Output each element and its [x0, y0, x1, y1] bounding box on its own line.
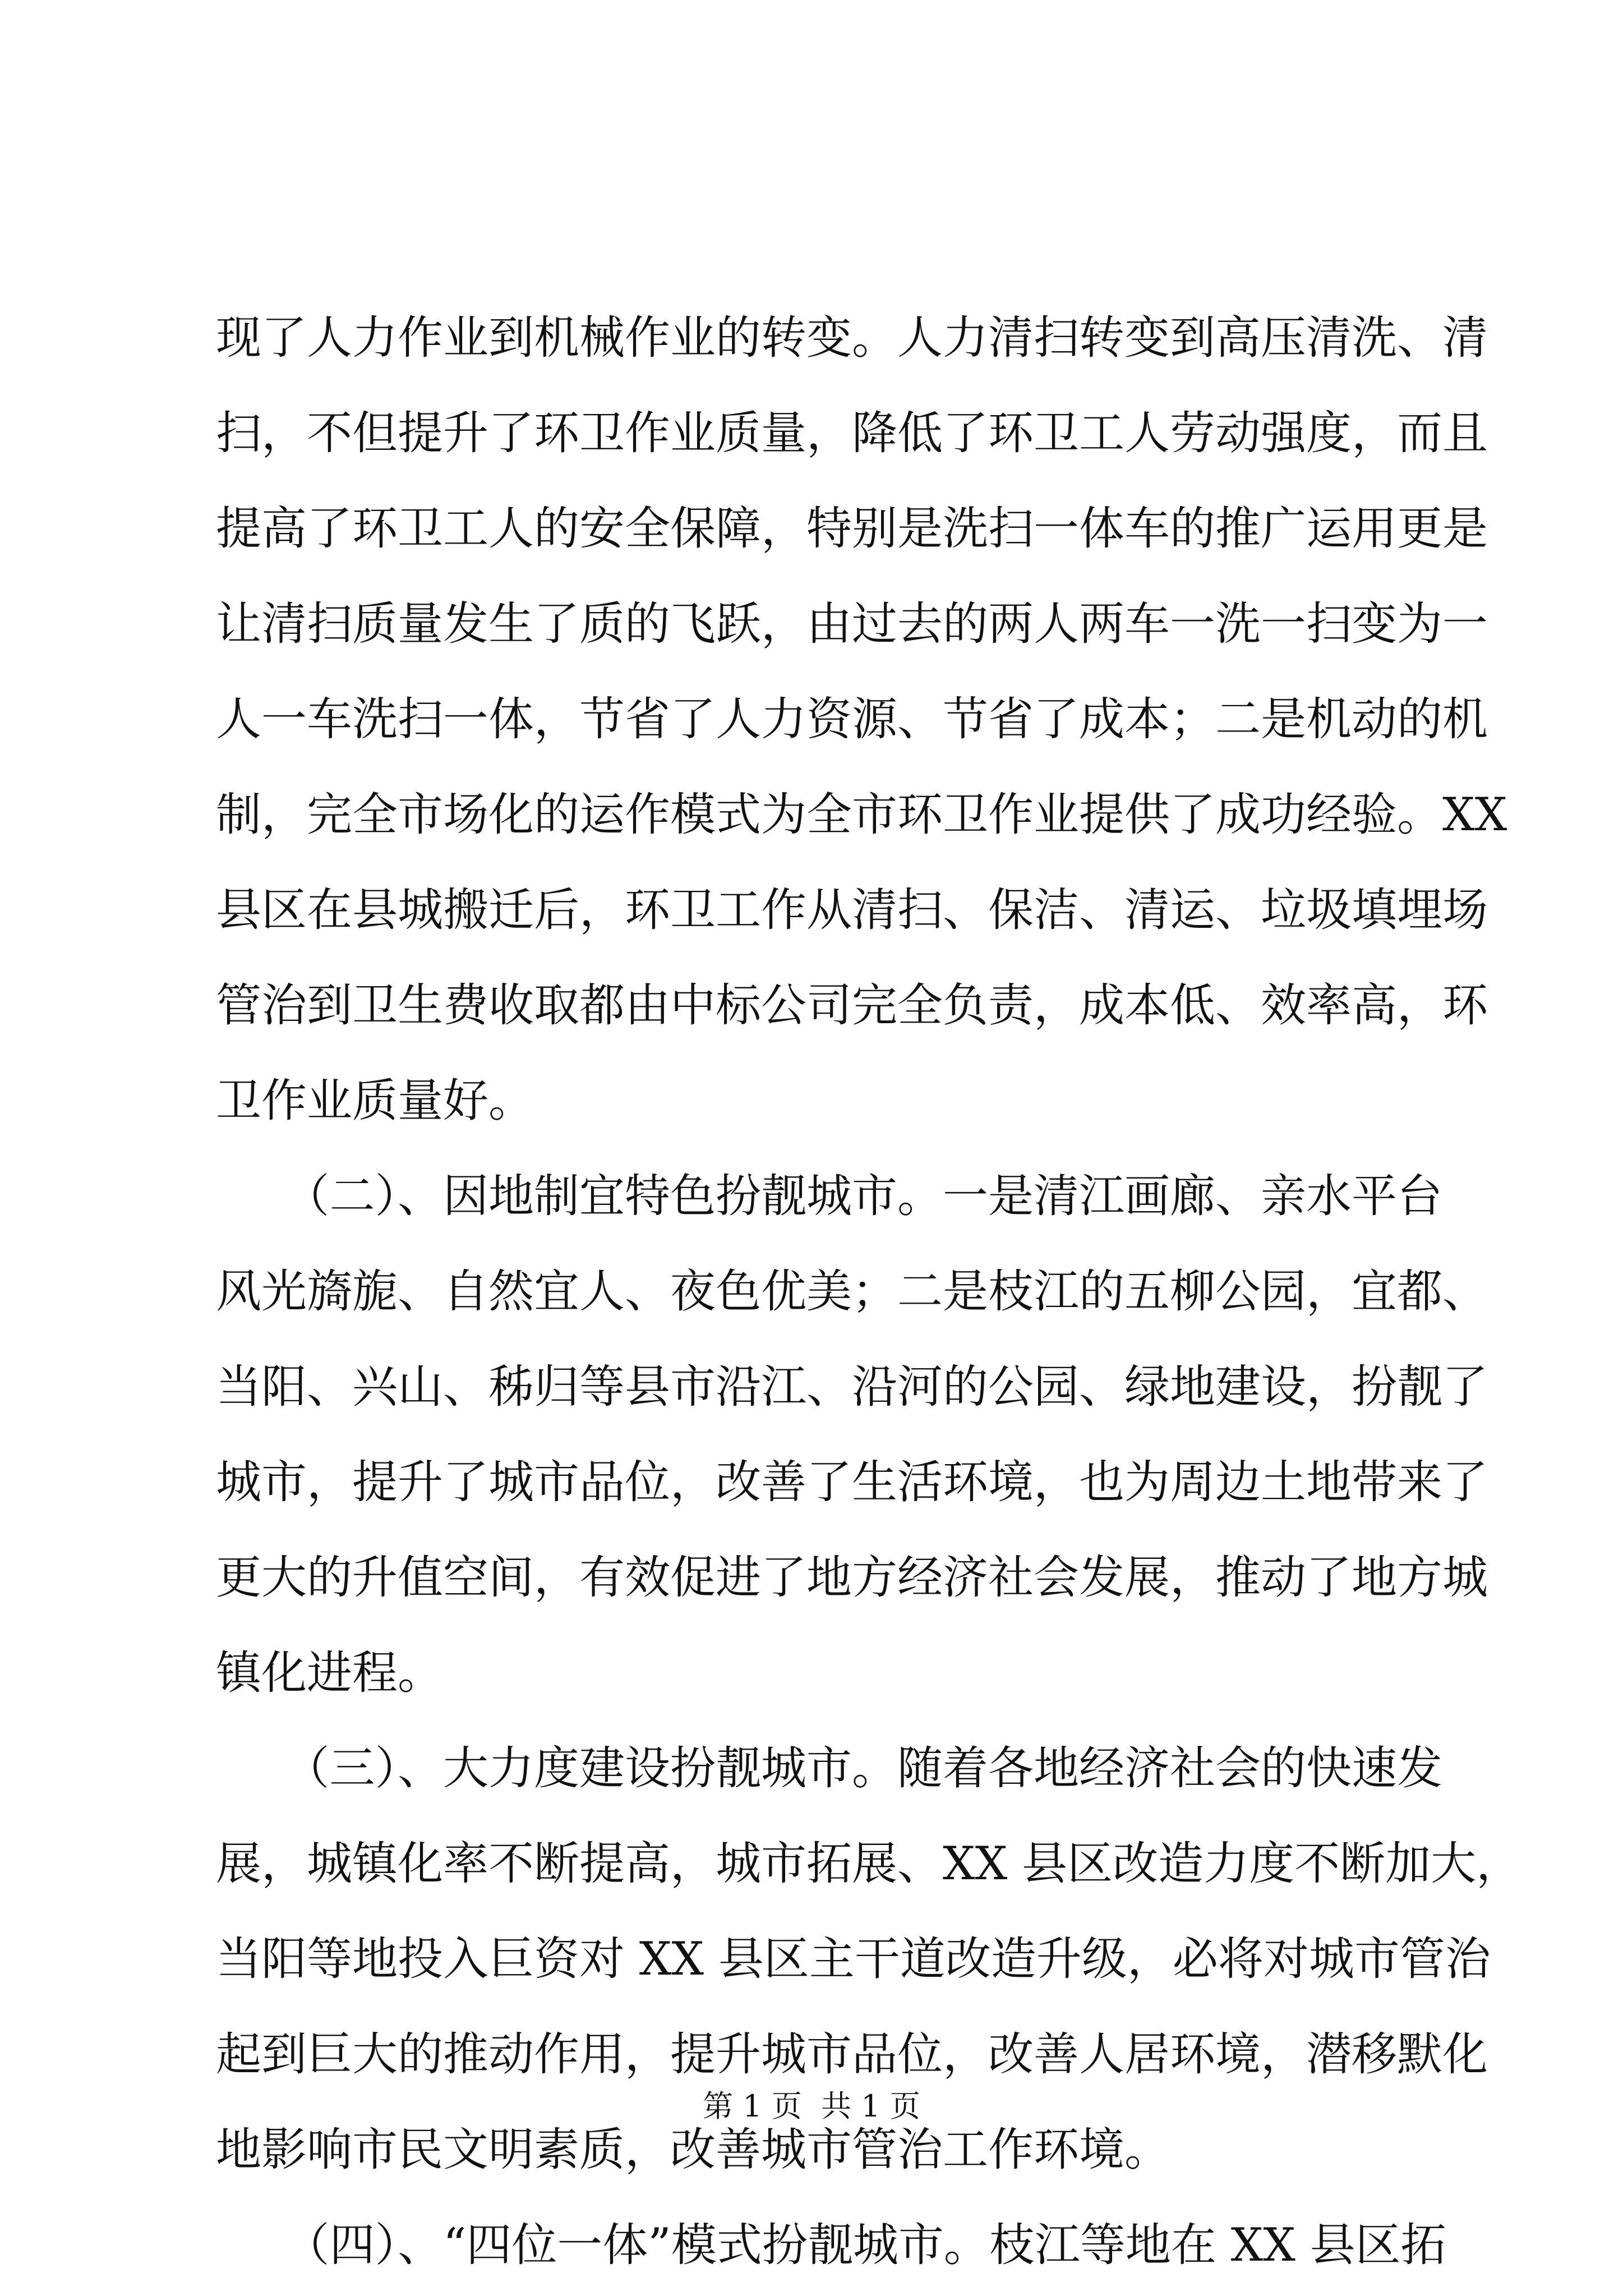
text-line: 人一车洗扫一体，节省了人力资源、节省了成本；二是机动的机 — [216, 693, 1488, 746]
text-line: 展，城镇化率不断提高，城市拓展、XX 县区改造力度不断加大， — [216, 1838, 1522, 1890]
text-line: 城市，提升了城市品位，改善了生活环境，也为周边土地带来了 — [216, 1456, 1488, 1509]
page-footer: 第 1 页 共 1 页 — [703, 2088, 920, 2124]
text-line: 更大的升值空间，有效促进了地方经济社会发展，推动了地方城 — [216, 1552, 1488, 1604]
text-line: 地影响市民文明素质，改善城市管治工作环境。 — [216, 2124, 1170, 2177]
text-line: 镇化进程。 — [216, 1647, 444, 1700]
text-line: 起到巨大的推动作用，提升城市品位，改善人居环境，潜移默化 — [216, 2028, 1488, 2081]
text-line: 风光旖旎、自然宜人、夜色优美；二是枝江的五柳公园，宜都、 — [216, 1266, 1488, 1318]
text-line: 制，完全市场化的运作模式为全市环卫作业提供了成功经验。XX — [216, 789, 1507, 841]
text-line: （三）、大力度建设扮靓城市。随着各地经济社会的快速发 — [216, 1742, 1443, 1795]
text-line: 当阳等地投入巨资对 XX 县区主干道改造升级，必将对城市管治 — [216, 1933, 1491, 1986]
text-line: 让清扫质量发生了质的飞跃，由过去的两人两车一洗一扫变为一 — [216, 598, 1488, 651]
text-line: 扫，不但提升了环卫作业质量，降低了环卫工人劳动强度，而且 — [216, 407, 1488, 460]
text-line: 管治到卫生费收取都由中标公司完全负责，成本低、效率高，环 — [216, 979, 1488, 1032]
text-line: （二）、因地制宜特色扮靓城市。一是清江画廊、亲水平台 — [216, 1170, 1443, 1223]
body-text — [216, 291, 1522, 2293]
text-line: 卫作业质量好。 — [216, 1075, 534, 1128]
text-line: 现了人力作业到机械作业的转变。人力清扫转变到高压清洗、清 — [216, 312, 1488, 365]
text-line: 提高了环卫工人的安全保障，特别是洗扫一体车的推广运用更是 — [216, 503, 1488, 555]
text-line: 当阳、兴山、秭归等县市沿江、沿河的公园、绿地建设，扮靓了 — [216, 1361, 1488, 1414]
text-line: 县区在县城搬迁后，环卫工作从清扫、保洁、清运、垃圾填埋场 — [216, 884, 1488, 937]
text-line: （四）、“四位一体”模式扮靓城市。枝江等地在 XX 县区拓 — [216, 2219, 1446, 2272]
